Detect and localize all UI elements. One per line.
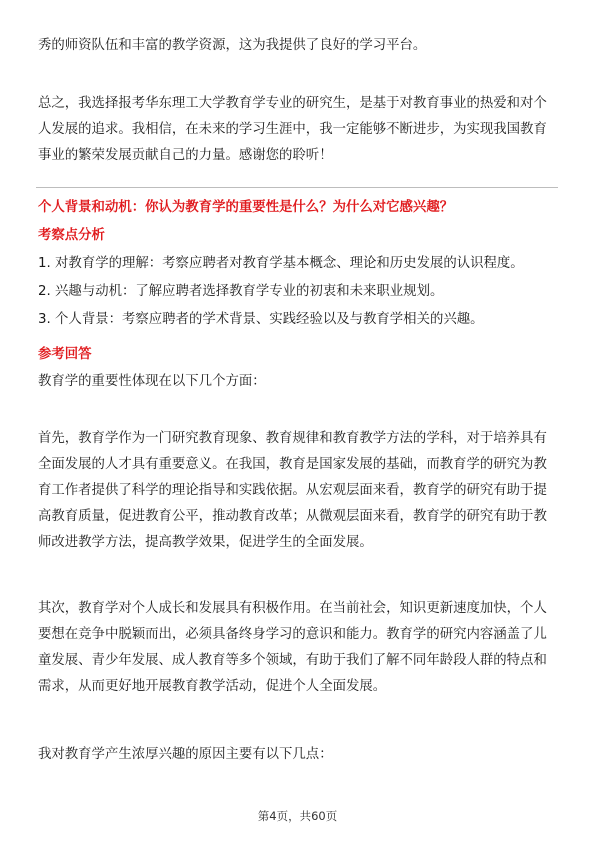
list-item: 3. 个人背景：考察应聘者的学术背景、实践经验以及与教育学相关的兴趣。 bbox=[38, 312, 484, 327]
section-divider bbox=[36, 187, 558, 188]
paragraph-conclusion: 总之，我选择报考华东理工大学教育学专业的研究生，是基于对教育事业的热爱和对个人发展的追求。我相信，在未来的学习生涯中，我一定能够不断进步，为实现我国教育事业的繁荣发展贡献自己的力量。感谢您的聆听！ bbox=[38, 96, 547, 163]
list-item: 1. 对教育学的理解：考察应聘者对教育学基本概念、理论和历史发展的认识程度。 bbox=[38, 256, 524, 271]
answer-paragraph-interest: 我对教育学产生浓厚兴趣的原因主要有以下几点： bbox=[38, 747, 333, 762]
paragraph-continuation: 秀的师资队伍和丰富的教学资源，这为我提供了良好的学习平台。 bbox=[38, 38, 427, 53]
list-item: 2. 兴趣与动机：了解应聘者选择教育学专业的初衷和未来职业规划。 bbox=[38, 284, 444, 299]
answer-paragraph-second: 其次，教育学对个人成长和发展具有积极作用。在当前社会，知识更新速度加快，个人要想在竞争中脱颖而出，必须具备终身学习的意识和能力。教育学的研究内容涵盖了儿童发展、青少年发展、成人教育等多个领域，有助于我们了解不同年龄段人群的特点和需求，从而更好地开展教育教学活动，促进个人全面发展。 bbox=[38, 601, 547, 694]
analysis-title: 考察点分析 bbox=[38, 228, 105, 243]
answer-title: 参考回答 bbox=[38, 347, 92, 362]
page-number: 第4页，共60页 bbox=[257, 809, 338, 823]
analysis-list bbox=[38, 250, 524, 334]
answer-paragraph-first: 首先，教育学作为一门研究教育现象、教育规律和教育教学方法的学科，对于培养具有全面发展的人才具有重要意义。在我国，教育是国家发展的基础，而教育学的研究为教育工作者提供了科学的理论指导和实践依据。从宏观层面来看，教育学的研究有助于提高教育质量，促进教育公平，推动教育改革；从微观层面来看，教育学的研究有助于教师改进教学方法，提高教学效果，促进学生的全面发展。 bbox=[38, 431, 547, 550]
question-heading: 个人背景和动机：你认为教育学的重要性是什么？为什么对它感兴趣？ bbox=[38, 200, 454, 215]
answer-intro: 教育学的重要性体现在以下几个方面： bbox=[38, 374, 266, 389]
